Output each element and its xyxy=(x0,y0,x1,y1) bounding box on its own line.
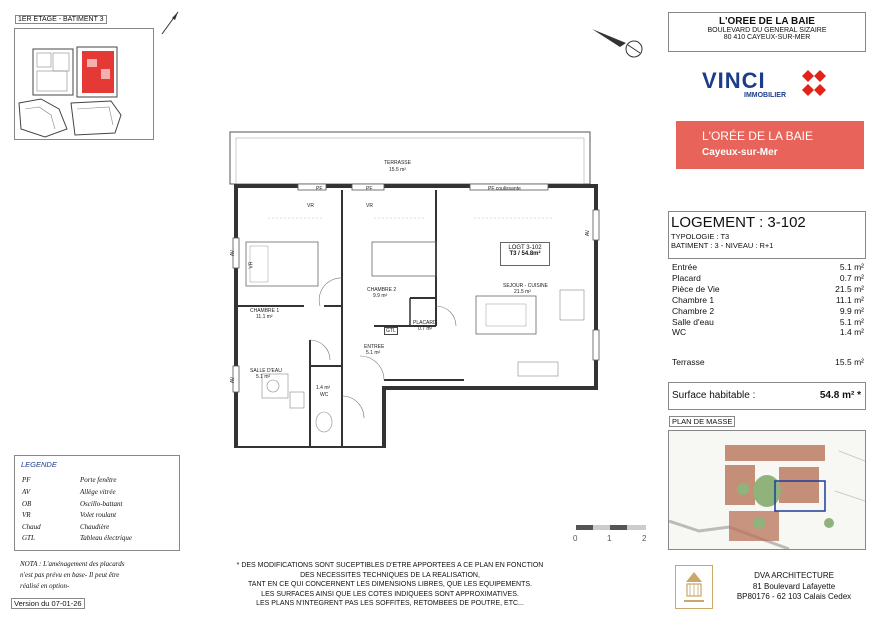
room-row xyxy=(672,327,864,337)
room-name: WC xyxy=(672,327,687,337)
room-name: Chambre 1 xyxy=(672,295,715,305)
plan-sejour: SEJOUR - CUISINE xyxy=(503,283,549,289)
room-area: 21.5 m² xyxy=(835,284,864,294)
disclaimer xyxy=(200,561,580,609)
scale-label-0: 0 xyxy=(573,534,578,543)
surface-box xyxy=(668,382,866,410)
room-area: 11.1 m² xyxy=(835,295,864,305)
floor-label: 1ER ETAGE - BATIMENT 3 xyxy=(15,15,107,24)
logement-typologie: TYPOLOGIE : T3 xyxy=(671,232,730,241)
plan-av-3: AV xyxy=(585,229,592,237)
legende-code: GTL xyxy=(22,534,35,542)
key-plan-drawing xyxy=(15,29,153,139)
version-label: Version du 07-01-26 xyxy=(11,598,85,609)
architect-info xyxy=(722,571,866,603)
legende-desc: Chaudière xyxy=(80,523,110,531)
note-line-3: réalisé en option- xyxy=(20,582,70,590)
architect-address-1: 81 Boulevard Lafayette xyxy=(752,581,836,591)
plan-sde-area: 5.1 m² xyxy=(256,374,271,380)
architect-logo xyxy=(675,565,713,609)
legende-code: OB xyxy=(22,500,32,508)
project-address-2: 80 410 CAYEUX-SUR-MER xyxy=(723,34,811,41)
room-name: Salle d'eau xyxy=(672,317,714,327)
room-name: Entrée xyxy=(672,262,698,272)
legende-title: LEGENDE xyxy=(21,460,57,469)
plan-sde: SALLE D'EAU xyxy=(250,368,282,374)
vinci-logo xyxy=(702,68,832,104)
banner-subtitle: Cayeux-sur-Mer xyxy=(702,147,778,158)
project-address-1: BOULEVARD DU GENERAL SIZAIRE xyxy=(707,27,827,34)
plan-vr-2: VR xyxy=(366,203,373,209)
plan-masse xyxy=(668,430,866,550)
room-area: 5.1 m² xyxy=(839,317,864,327)
project-banner xyxy=(676,121,864,169)
plan-placard: PLACARD xyxy=(413,320,437,326)
plan-masse-label: PLAN DE MASSE xyxy=(669,416,735,427)
legende-code: PF xyxy=(22,476,31,484)
room-name: Pièce de Vie xyxy=(672,284,720,294)
legende-code: Chaud xyxy=(22,523,41,531)
room-area: 5.1 m² xyxy=(839,262,864,272)
room-row xyxy=(672,317,864,327)
terrasse-row xyxy=(672,357,864,367)
disclaimer-line: LES PLANS N'INTEGRENT PAS LES SOFFITES, RETOMBEES DE POUTRE, ETC... xyxy=(256,600,524,607)
site-plan-drawing xyxy=(669,431,865,549)
compass-icon xyxy=(590,25,648,61)
legende-code: AV xyxy=(22,488,31,496)
plan-chambre1: CHAMBRE 1 xyxy=(250,308,280,314)
room-row xyxy=(672,262,864,272)
plan-gtl: GTL xyxy=(386,328,396,334)
project-header xyxy=(668,12,866,52)
architect-address-2: BP80176 - 62 103 Calais Cedex xyxy=(736,592,852,601)
terrasse-name: Terrasse xyxy=(672,357,705,367)
plan-vr-3: VR xyxy=(248,261,255,269)
note-line-1: NOTA : L'aménagement des placards xyxy=(20,560,125,568)
room-area: 9.9 m² xyxy=(839,306,864,316)
plan-av-2: AV xyxy=(230,376,237,384)
legende-desc: Volet roulant xyxy=(80,511,117,519)
legende-desc: Oscillo-battant xyxy=(80,500,123,508)
surface-label: Surface habitable : xyxy=(672,390,756,401)
vinci-cross-icon xyxy=(798,68,830,100)
room-area: 1.4 m² xyxy=(839,327,864,337)
key-plan xyxy=(14,28,154,140)
project-name: L'OREE DE LA BAIE xyxy=(719,16,815,27)
legende-desc: Tableau électrique xyxy=(80,534,133,542)
legende-code: VR xyxy=(22,511,31,519)
plan-terrasse: TERRASSE xyxy=(384,160,411,166)
plan-vr-1: VR xyxy=(307,203,314,209)
floor-plan xyxy=(224,130,604,448)
scale-label-1: 1 xyxy=(607,534,612,543)
terrasse-area: 15.5 m² xyxy=(835,357,864,367)
disclaimer-line: DES NECESSITES TECHNIQUES DE LA REALISATION, xyxy=(300,571,480,579)
north-arrow-icon xyxy=(158,10,182,38)
disclaimer-line: TANT EN CE QUI CONCERNENT LES DIMENSIONS LIBRES, QUE LES EQUIPEMENTS. xyxy=(248,581,532,588)
legende-desc: Allège vitrée xyxy=(80,488,116,496)
plan-sejour-area: 21.5 m² xyxy=(514,289,531,295)
plan-pf-2: PF xyxy=(366,186,373,192)
room-name: Placard xyxy=(672,273,701,283)
plan-pf-coulissante: PF coulissante xyxy=(488,186,521,192)
plan-chambre1-area: 11.1 m² xyxy=(256,314,273,320)
logement-title: LOGEMENT : 3-102 xyxy=(671,214,806,231)
room-name: Chambre 2 xyxy=(672,306,715,316)
disclaimer-line: * DES MODIFICATIONS SONT SUCEPTIBLES D'ETRE APPORTEES A CE PLAN EN FONCTION xyxy=(236,562,544,569)
plan-chambre2-area: 9.9 m² xyxy=(373,293,388,299)
banner-title: L'ORÉE DE LA BAIE xyxy=(702,129,814,143)
plan-logt-box xyxy=(500,242,550,266)
architect-logo-icon xyxy=(676,566,712,608)
legende-desc: Porte fenêtre xyxy=(80,476,117,484)
room-row xyxy=(672,284,864,294)
plan-logt-type: T3 / 54.8m² xyxy=(509,251,541,257)
plan-av-1: AV xyxy=(230,249,237,257)
logement-batiment: BATIMENT : 3 - NIVEAU : R+1 xyxy=(671,241,774,250)
plan-pf-1: PF xyxy=(316,186,323,192)
plan-entree: ENTREE xyxy=(364,344,385,350)
plan-terrasse-area: 15.5 m² xyxy=(389,167,406,173)
plan-entree-area: 5.1 m² xyxy=(366,350,381,356)
room-area: 0.7 m² xyxy=(839,273,864,283)
vinci-wordmark: VINCI xyxy=(702,68,766,93)
scale-label-2: 2 xyxy=(642,534,647,543)
plan-placard-area: 0.7 m² xyxy=(418,326,433,332)
plan-chambre2: CHAMBRE 2 xyxy=(367,287,397,293)
surface-value: 54.8 m² * xyxy=(819,390,861,401)
plan-wc: WC xyxy=(320,392,329,398)
room-row xyxy=(672,306,864,316)
plan-wc-area: 1.4 m² xyxy=(316,385,331,391)
architect-name: DVA ARCHITECTURE xyxy=(754,571,834,580)
logement-box xyxy=(668,211,866,259)
scale-bar xyxy=(576,525,646,531)
vinci-sub: IMMOBILIER xyxy=(744,92,786,99)
room-row xyxy=(672,273,864,283)
disclaimer-line: LES SURFACES AINSI QUE LES COTES INDIQUEES SONT APPROXIMATIVES. xyxy=(261,590,519,598)
plan-logt: LOGT 3-102 xyxy=(508,245,542,251)
note-line-2: n'est pas prévu en base- Il peut être xyxy=(20,571,120,579)
room-row xyxy=(672,295,864,305)
